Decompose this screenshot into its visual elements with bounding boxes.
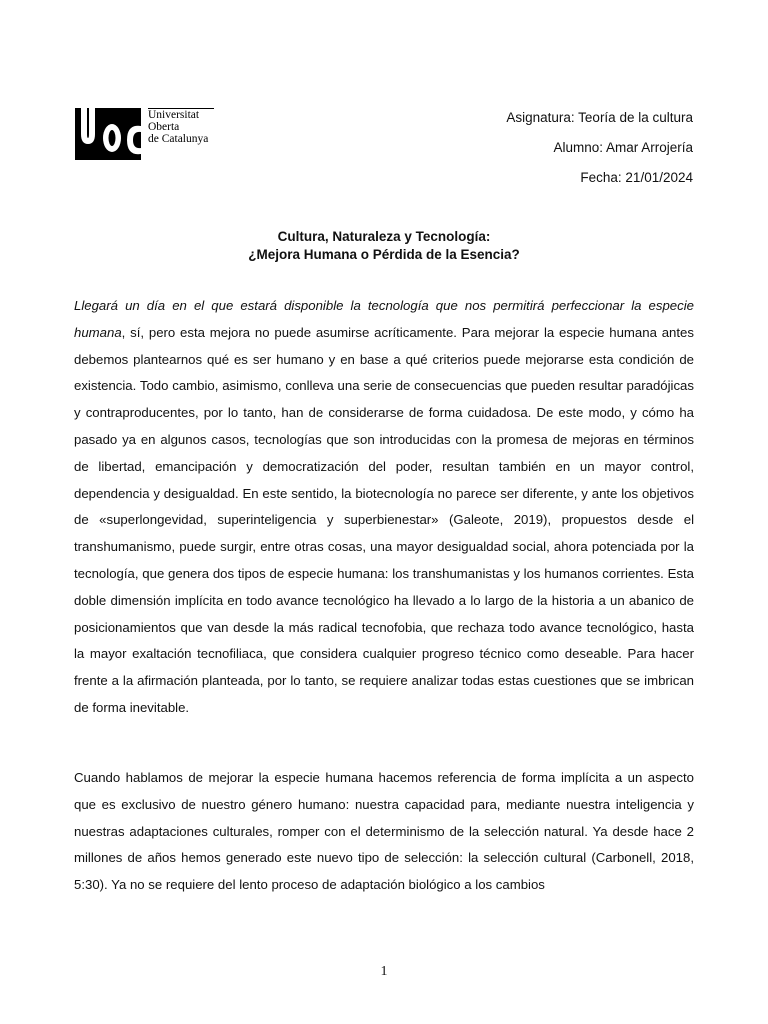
asignatura-line: Asignatura: Teoría de la cultura	[506, 110, 693, 125]
logo-line-3: de Catalunya	[148, 133, 209, 145]
alumno-line: Alumno: Amar Arrojería	[553, 140, 693, 155]
paragraph-2	[74, 765, 694, 899]
document-title	[0, 228, 768, 264]
uoc-logo-wordmark	[148, 108, 214, 145]
fecha-line: Fecha: 21/01/2024	[580, 170, 693, 185]
logo-line-2: Oberta	[148, 121, 180, 133]
title-line-1: Cultura, Naturaleza y Tecnología:	[277, 229, 491, 244]
paragraph-1-italic-lead: Llegará un día en el que estará disponible la tecnología que nos permitirá perfeccionar la especie humana	[74, 298, 694, 340]
paragraph-2-body: Cuando hablamos de mejorar la especie humana hacemos referencia de forma implícita a un aspecto que es exclusivo de nuestro género humano: nuestra capacidad para, mediante nuestra inteligencia y nuestras adaptaciones culturales, romper con el determinismo de la selección natural. Ya desde hace 2 millones de años hemos generado este nuevo tipo de selección: la selección cultural (Carbonell, 2018, 5:30). Ya no se requiere del lento proceso de adaptación biológico a los cambios	[74, 770, 694, 893]
paragraph-1	[74, 293, 694, 722]
page-number: 1	[380, 964, 388, 979]
paragraph-1-body: , sí, pero esta mejora no puede asumirse acríticamente. Para mejorar la especie humana antes debemos plantearnos qué es ser humano y en base a qué criterios puede mejorarse esta condición de existencia. Todo cambio, asimismo, conlleva una serie de consecuencias que pueden resultar paradójicas y contraproducentes, por lo tanto, han de considerarse de forma cuidadosa. De este modo, y cómo ha pasado ya en algunos casos, tecnologías que son introducidas con la promesa de mejoras en términos de libertad, emancipación y democratización del poder, resultan también en un mayor control, dependencia y desigualdad. En este sentido, la biotecnología no parece ser diferente, y ante los objetivos de «superlongevidad, superinteligencia y superbienestar» (Galeote, 2019), propuestos desde el transhumanismo, puede surgir, entre otras cosas, una mayor desigualdad social, ahora potenciada por la tecnología, que genera dos tipos de especie humana: los transhumanistas y los humanos corrientes. Esta doble dimensión implícita en todo avance tecnológico ha llevado a lo largo de la historia a un abanico de posicionamientos que van desde la más radical tecnofobia, que rechaza todo avance tecnológico, hasta la mayor exaltación tecnofiliaca, que considera cualquier progreso técnico como deseable. Para hacer frente a la afirmación planteada, por lo tanto, se requiere analizar todas estas cuestiones que se imbrican de forma inevitable.	[74, 324, 694, 715]
uoc-logo-mark-icon	[75, 108, 141, 160]
logo-line-1: Universitat	[148, 109, 200, 121]
title-line-2: ¿Mejora Humana o Pérdida de la Esencia?	[248, 247, 520, 262]
uoc-logo	[75, 108, 215, 160]
document-meta	[506, 103, 693, 193]
